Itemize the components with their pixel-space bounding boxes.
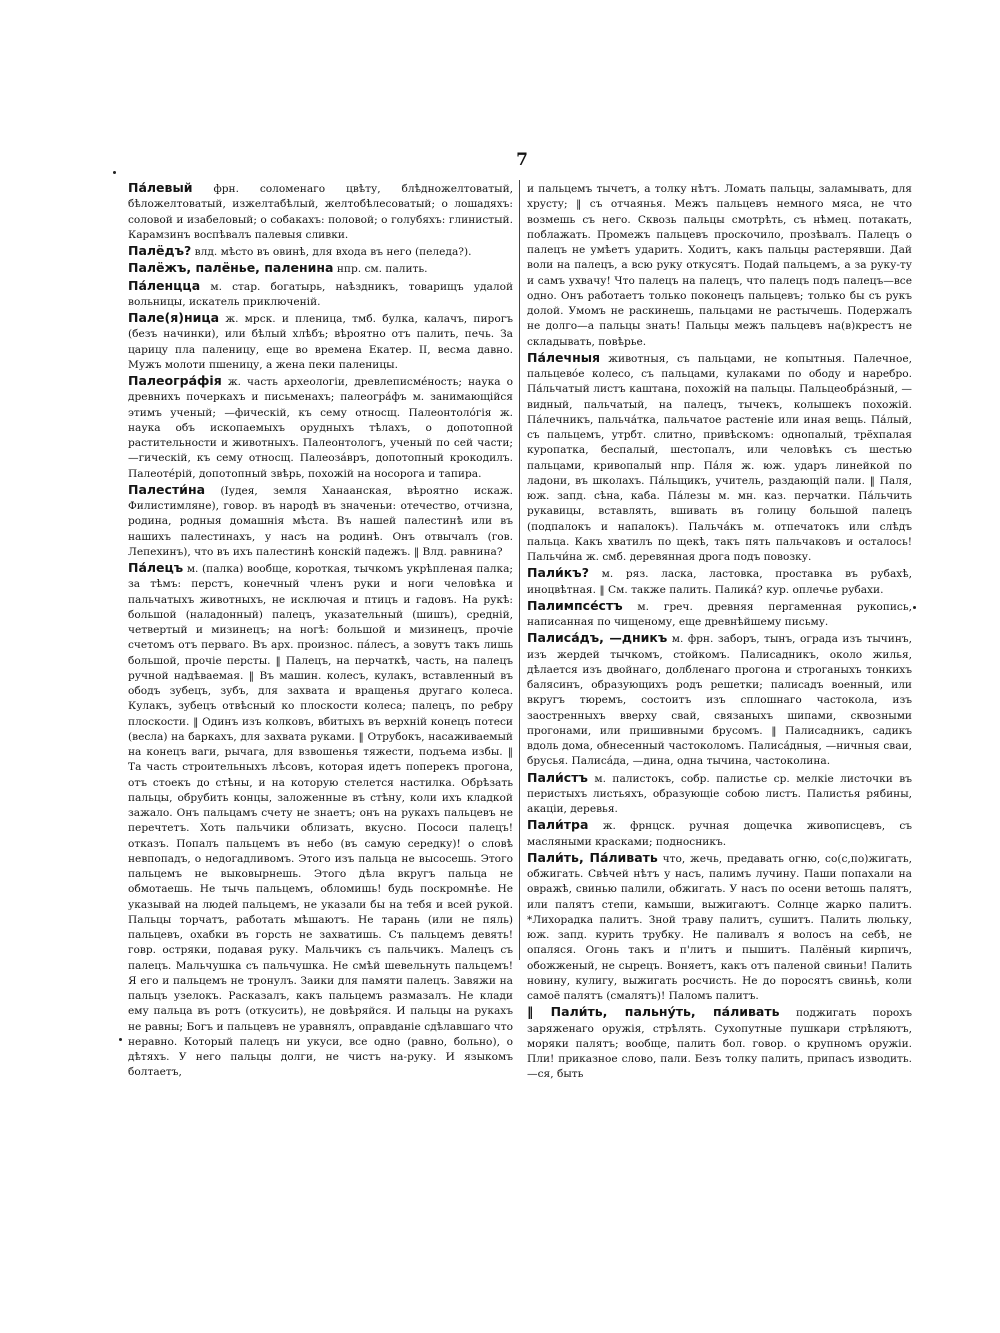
entry-headword: Пали́къ? xyxy=(527,565,589,581)
right-column xyxy=(527,180,913,1081)
dictionary-entry xyxy=(527,598,912,631)
dictionary-entry xyxy=(527,350,912,566)
entry-text: и пальцемъ тычетъ, а толку нѣтъ. Ломать пальцы, заламывать, для хрусту; ‖ съ отчаянья. Межъ пальцевъ немного мяса, не что возмешь съ него. Сквозь пальцы смотрѣть, съ нѣмец. потакать, поблажать. Промежъ пальцевъ проскочило, прозѣвалъ. Палецъ о палецъ не умѣетъ ударить. Ходитъ, какъ пальцы растерявши. Дай воли на палецъ, а всю руку откусятъ. Подай пальцемъ, а за руку-ту и самъ ухвачу! Что палецъ на палецъ, что палецъ подъ палецъ—все одно. Онъ работаетъ только поконецъ пальцевъ; только бы съ рукъ долой. Умомъ не раскинешь, пальцами не растычешь. Подержалъ не долго—а пальцы знать! Пальцы межъ пальцевъ на(в)крестъ не складывать, повѣрье. xyxy=(527,183,912,348)
dictionary-entry xyxy=(128,243,513,260)
entry-headword: Па́ленцца xyxy=(128,277,201,293)
entry-text: м. ряз. ласка, ластовка, проставка въ рубахѣ, иноцвѣтная. ‖ См. также палить. Палика́? кур. оплечье рубахи. xyxy=(527,568,912,596)
entry-text: нпр. см. палить. xyxy=(336,263,428,276)
entry-text: что, жечь, предавать огню, со(с,по)жигать, обжигать. Свѣчей нѣтъ у насъ, палимъ лучину. Паши попахали на овражѣ, свинью палили, обжигать. У насъ по осени ветошь палятъ, или палятъ степи, камыши, выжигаютъ. Солнце жарко палитъ. *Лихорадка палитъ. Зной траву палитъ, сушитъ. Палить люльку, юж. запд. курить трубку. Не паливалъ я волосъ на себѣ, не опаляся. Огонь такъ и п'литъ и пышитъ. Палёный кирпичъ, обожженый, не сырецъ. Воняетъ, какъ отъ паленой свиньи! Палить новину, кулигу, выжигать росчисть. Не до поросятъ свиньѣ, коли самоё палятъ (смалятъ)! Паломъ палитъ. xyxy=(527,852,912,1002)
entry-text: м. фрн. заборъ, тынъ, ограда изъ тычинъ, изъ жердей тычкомъ, стойкомъ. Палисадникъ, около жилья, дѣлается изъ двойнаго, долбленаго прогона и строганыхъ тонкихъ балясинъ, образующихъ родъ решетки; палисадъ военный, или вкругъ тюремъ, состоитъ изъ сплошнаго частокола, изъ заостренныхъ вверху свай, связаныхъ шипами, сквозными прогонами, или пришивными брусомъ. ‖ Палисадникъ, садикъ вдоль дома, обнесенный частоколомъ. Палиса́дныя, —ничныя сваи, брусья. Палиса́да, —дина, одна тычина, частоколина. xyxy=(527,633,912,768)
column-divider xyxy=(519,180,520,960)
entry-headword: Пале(я)ница xyxy=(128,310,220,325)
entry-headword: Па́лечныя xyxy=(527,349,601,365)
ink-speck xyxy=(913,606,916,609)
entry-text: м. (палка) вообще, короткая, тычкомъ укрѣпленая палка; за тѣмъ: перстъ, конечный членъ руки и ноги человѣка и пальчатыхъ животныхъ, не исключая и птицъ и гадовъ. На рукѣ: большой (наладонный) палецъ, указательный (шишъ), средній, четвертый и мизинецъ; на ногѣ: большой и мизинецъ, прочіе счетомъ отъ перваго. Въ арх. произнос. па́лесъ, а зовутъ такъ лишь большой, прочіе персты. ‖ Палецъ, на перчаткѣ, часть, на палецъ ручной надѣваемая. ‖ Въ машин. колесъ, кулакъ, вставленный въ ободъ зубецъ, зубъ, для захвата и вращенья другаго колеса. Кулакъ, зубецъ отвѣсный ко плоскости колеса; палецъ, по ребру плоскости. ‖ Одинъ изъ колковъ, вбитыхъ въ верхній конецъ потеси (весла) на баркахъ, для захвата руками. ‖ Отрубокъ, насаживаемый на конецъ ваги, рычага, для взвошенья тяжести, подъема избы. ‖ Та часть строительныхъ лѣсовъ, которая идетъ поперекъ прогона, отъ стоекъ до стѣны, и на которую стелется настилка. Обрѣзать пальцы, обрубить концы, заложенные въ стѣну, коли ихъ кладкой зажало. Онъ пальцамъ счету не знаетъ; онъ на рукахъ пальцевъ не перечтетъ. Хоть пальчики облизать, вкусно. Пососи палецъ! отказъ. Попалъ пальцемъ въ небо (въ самую середку)! о словѣ невпопадъ, о недогадливомъ. Этого изъ пальца не высосешь. Этого пальцемъ не выковырнешь. Этого дѣла вкругъ пальца не обмотаешь. Не тычь пальцемъ, обломишь! будь поскромнѣе. Не указывай на людей пальцемъ, не указали бы на тебя и всей рукой. Пальцы торчатъ, работать мѣшаютъ. Не тарань (или не пяль) пальцевъ, охабки въ горсть не захватишь. Съ пальцемъ девять! говр. остряки, подавая руку. Мальчикъ съ пальчикъ. Малецъ съ палецъ. Мальчушка съ пальчушка. Не смѣй шевельнуть пальцемъ! Я его и пальцемъ не тронулъ. Заики для памяти палецъ. Завяжи на пальцъ узелокъ. Расказалъ, какъ пальцемъ размазалъ. Не клади ему пальца въ ротъ (откусить), не довѣряйся. И пальцы на рукахъ не равны; Богъ и пальцевъ не уравнялъ, оправданіе сдѣлавшаго что неравно. Который палецъ ни укуси, все одно (равно, больно), о дѣтяхъ. У него пальцы долги, не чистъ на-руку. И языкомъ болтаетъ, xyxy=(128,563,513,1079)
entry-text: (Іудея, земля Ханаанская, вѣроятно искаж. Филистимляне), говор. въ народѣ въ значеньи: отечество, отчизна, родина, родныя домашнія мѣста. Въ нашей палестинѣ или въ нашихъ палестинахъ, у насъ на родинѣ. Онъ отвычалъ (гов. Лепехинъ), что въ ихъ палестинѣ конскій падежъ. ‖ Влд. равнина? xyxy=(128,484,513,558)
dictionary-entry xyxy=(527,770,912,818)
ink-speck xyxy=(119,1038,122,1041)
page-number: 7 xyxy=(516,150,528,170)
dictionary-entry xyxy=(527,850,912,1005)
entry-headword: Па́левый xyxy=(128,180,193,195)
entry-text: поджигать порохъ заряженаго оружія, стрѣлять. Сухопутные пушкари стрѣляютъ, моряки палятъ; вообще, палить бол. говор. о крупномъ оружіи. Пли! приказное слово, пали. Безъ толку палить, припасъ изводить. —ся, быть xyxy=(527,1007,912,1081)
entry-headword: Палёдъ? xyxy=(128,243,192,258)
dictionary-entry xyxy=(128,310,513,373)
entry-text: ж. мрск. и пленица, тмб. булка, калачъ, пирогъ (безъ начинки), или бѣлый хлѣбъ; вѣроятно отъ палить, печь. За царицу пла паленицу, еще во времена Екатер. II, весма давно. Мужъ молоти пшеницу, а жена пеки паленицы. xyxy=(128,313,513,371)
entry-headword: Палиса́дъ, —дникъ xyxy=(527,630,668,646)
dictionary-entry xyxy=(527,630,912,769)
entry-headword: ‖ Пали́ть, пальну́ть, па́ливать xyxy=(527,1004,780,1020)
dictionary-entry xyxy=(128,373,513,482)
entry-text: ж. фрнцск. ручная дощечка живописцевъ, съ масляными красками; подносникъ. xyxy=(527,820,912,848)
entry-text: ж. часть археологіи, древлеписме́ность; наука о древнихъ почеркахъ и письменахъ; палеогра́фъ м. занимающійся этимъ ученый; —фическій, къ сему относщ. Палеонтоло́гія ж. наука объ ископаемыхъ орудныхъ тѣлахъ, о допотопной растительности и животныхъ. Палеонтологъ, ученый по сей части; —гическій, къ сему относщ. Палеоза́връ, допотопный крокодилъ. Палеотéрій, допотопный звѣрь, похожій на носорога и тапира. xyxy=(128,376,513,480)
dictionary-entry xyxy=(527,565,912,598)
dictionary-entry xyxy=(128,482,513,560)
entry-headword: Пали́ть, Па́ливать xyxy=(527,849,658,865)
entry-text: животныя, съ пальцами, не копытныя. Палечное, пальцево́е колесо, съ пальцами, кулаками по ободу и наребро. Па́льчатый листъ каштана, похожій на пальцы. Пальцеобра́зный, —видный, пальчатый, на палецъ, тычекъ, колышекъ похожій. Па́лечникъ, пальча́тка, пальчатое растеніе или иная вещь. Па́лый, съ пальцемъ, утрбт. слитно, привѣскомъ: однопалый, трёхпалая куропатка, беспалый, шестопалъ, или человѣкъ съ шестью пальцами, кривопалый нпр. Па́ля ж. юж. ударъ линейкой по ладони, въ школахъ. Па́льщикъ, учитель, раздающій пали. ‖ Паля, юж. запд. сѣна, каба. Па́лезы м. мн. каз. перчатки. Па́льчить рукавицы, вставлять, вшивать въ голицу большой палецъ (подпалокъ и напалокъ). Пальча́къ м. отпечатокъ или слѣдъ пальца. Какъ хватилъ по щекѣ, такъ пять пальчаковъ и осталось! Пальчи́на ж. смб. деревянная дрога подъ повозку. xyxy=(527,352,913,563)
entry-text: м. стар. богатырь, наѣздникъ, товарищъ удалой вольницы, искатель приключеній. xyxy=(128,280,514,308)
left-column xyxy=(128,180,514,1079)
entry-text: фрн. соломенаго цвѣту, блѣдножелтоватый, бѣложелтоватый, изжелтабѣлый, желтобѣлесоватый; о лошадяхъ: соловой и изабеловый; о собакахъ: половой; о голубяхъ: глинистый. Карамзинъ воспѣвалъ палевыя сливки. xyxy=(128,183,513,241)
dictionary-entry xyxy=(128,260,513,277)
entry-headword: Па́лецъ xyxy=(128,560,184,575)
entry-headword: Пали́тра xyxy=(527,817,589,833)
dictionary-entry xyxy=(128,278,513,311)
entry-headword: Палимпсе́стъ xyxy=(527,597,623,613)
entry-headword: Пали́стъ xyxy=(527,769,588,785)
entry-headword: Палеогра́фія xyxy=(128,373,222,388)
dictionary-entry xyxy=(128,560,513,1081)
entry-text: м. палистокъ, собр. палистье ср. мелкіе листочки въ перистыхъ листьяхъ, образующіе собою листъ. Палистья рябины, акаціи, деревья. xyxy=(527,772,912,815)
dictionary-entry xyxy=(527,1004,912,1082)
entry-headword: Палёжъ, палёнье, паленина xyxy=(128,260,334,276)
entry-text: влд. мѣсто въ овинѣ, для входа въ него (пеледа?). xyxy=(194,246,472,258)
dictionary-entry xyxy=(527,817,912,850)
dictionary-entry xyxy=(527,180,912,350)
ink-speck xyxy=(113,171,116,174)
entry-headword: Палести́на xyxy=(128,481,206,497)
entry-text: м. греч. древняя пергаменная рукопись, написанная по чищеному, еще древнѣйшему письму. xyxy=(527,600,912,628)
dictionary-entry xyxy=(128,180,513,243)
